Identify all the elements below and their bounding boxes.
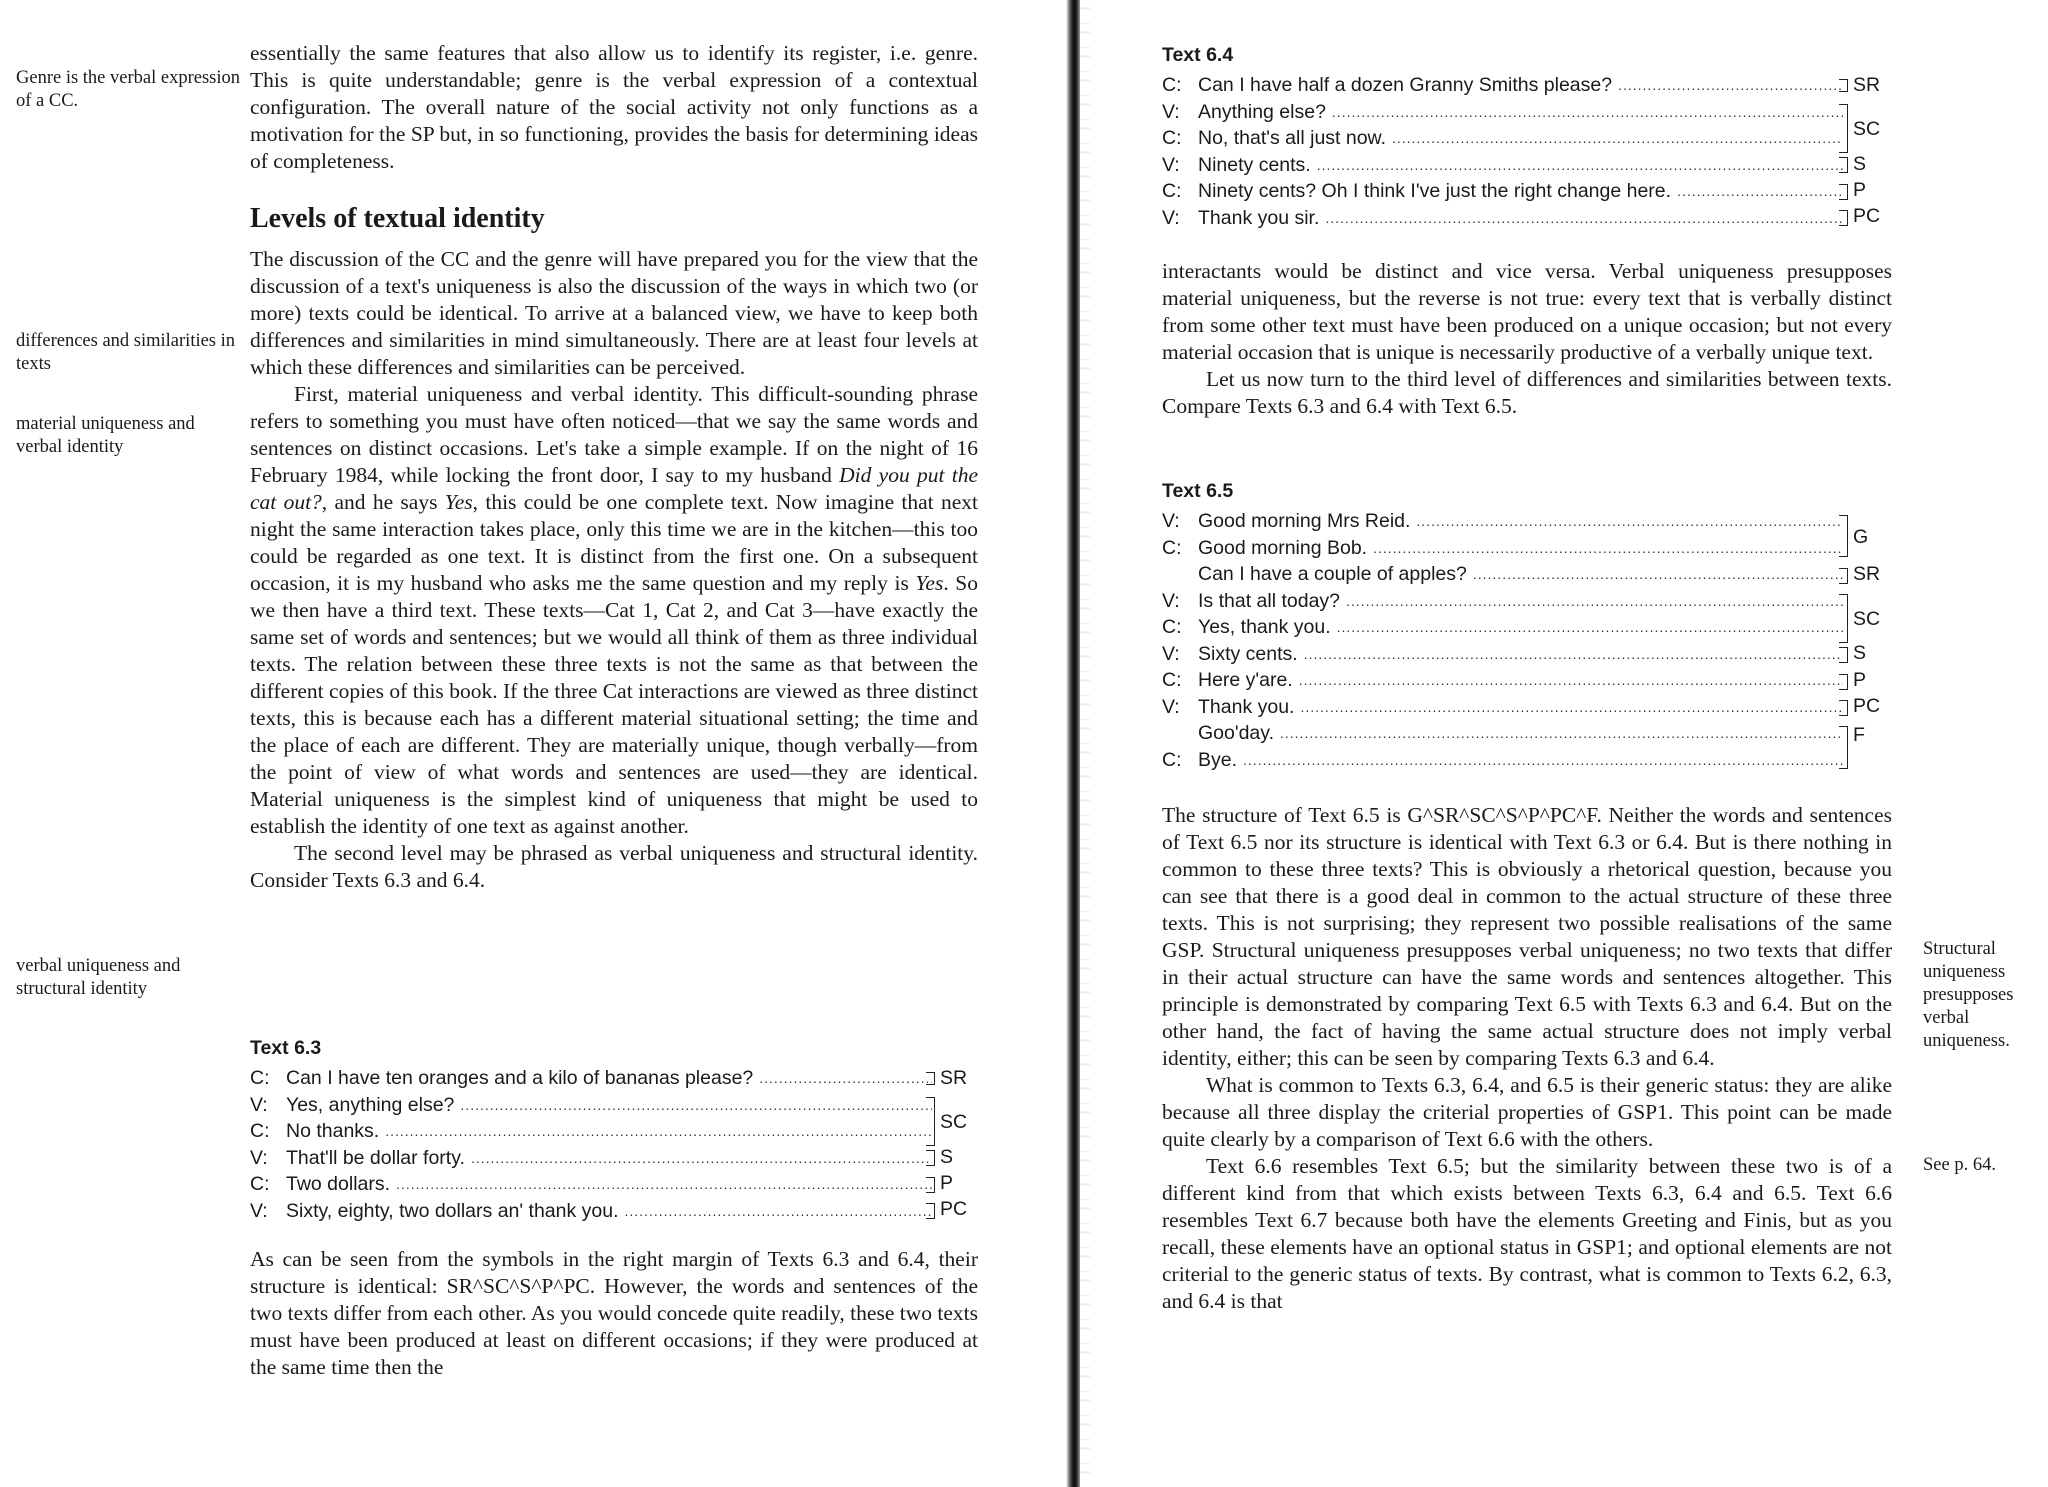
paragraph-second-level: The second level may be phrased as verbal uniqueness and structural identity. Consider Texts 6.3 and 6.4. xyxy=(250,841,978,892)
text-6-5 xyxy=(1162,478,1892,773)
speaker-label: C: xyxy=(1162,74,1182,96)
speaker-label xyxy=(1162,561,1198,588)
text-6-4-lines xyxy=(1162,72,1892,231)
element-label-p: P xyxy=(1853,669,1867,691)
utterance: Goo'day. xyxy=(1198,722,1274,744)
speaker-label: V: xyxy=(250,1199,268,1222)
dot-leader xyxy=(1299,667,1843,694)
dot-leader xyxy=(759,1065,932,1092)
dot-leader xyxy=(1346,588,1843,615)
speaker-label: V: xyxy=(250,1146,268,1169)
bracket-p xyxy=(1839,674,1848,690)
speaker-label: C: xyxy=(1162,748,1182,771)
bracket-pc xyxy=(1839,700,1848,716)
text-6-5-title: Text 6.5 xyxy=(1162,480,1234,502)
dialogue-line xyxy=(1162,720,1843,747)
dot-leader xyxy=(1677,178,1843,205)
dot-leader xyxy=(1392,125,1843,152)
bracket-s xyxy=(1839,647,1848,663)
utterance: Sixty cents. xyxy=(1198,642,1298,665)
dot-leader xyxy=(1304,641,1843,668)
utterance: Is that all today? xyxy=(1198,589,1341,612)
paragraph-first-part-d: . So we then have a third text. These texts—Cat 1, Cat 2, and Cat 3—have exactly the same set of words and sentences; but we would all think of them as three individual texts. The relation between these three texts is not the same as that between the different copies of this book. If the three Cat interactions are viewed as three distinct texts, this is because each has a different material situational setting; the time and the place of each are different. They are materially unique, though verbally—from the point of view of what words and sentences are used—they are identical. Material uniqueness is the simplest kind of uniqueness that might be used to establish the identity of one text as against another. xyxy=(250,571,978,838)
book-gutter xyxy=(1066,0,1080,1487)
bracket-sr xyxy=(1839,568,1848,584)
speaker-label: C: xyxy=(250,1120,270,1142)
section-heading: Levels of textual identity xyxy=(250,203,545,234)
speaker-label: V: xyxy=(1162,153,1180,176)
dialogue-line xyxy=(250,1092,932,1119)
speaker-label: V: xyxy=(1162,100,1180,123)
paragraph-levels: The discussion of the CC and the genre will have prepared you for the view that the discussion of a text's uniqueness is also the discussion of the ways in which two (or more) texts could be identical. To arrive at a balanced view, we have to keep both differences and similarities in mind simultaneously. There are at least four levels at which these differences and similarities can be perceived. xyxy=(250,247,978,379)
left-body-bottom xyxy=(250,1246,978,1381)
element-label-g: G xyxy=(1853,526,1869,548)
dot-leader xyxy=(1325,205,1843,232)
element-label-sr: SR xyxy=(1853,74,1881,96)
speaker-label: V: xyxy=(1162,510,1180,532)
dialogue-line xyxy=(1162,508,1843,535)
utterance: Here y'are. xyxy=(1198,669,1293,691)
dot-leader xyxy=(1280,720,1843,747)
bracket-f xyxy=(1839,726,1848,769)
utterance: Can I have half a dozen Granny Smiths please? xyxy=(1198,74,1613,96)
dot-leader xyxy=(460,1092,932,1119)
dialogue-line xyxy=(1162,667,1843,694)
speaker-label: C: xyxy=(1162,669,1182,691)
bracket-g xyxy=(1839,515,1848,557)
margin-note-differences: differences and similarities in texts xyxy=(16,331,236,374)
right-page xyxy=(1080,0,2048,1487)
bracket-sc xyxy=(926,1097,935,1146)
dialogue-line xyxy=(1162,641,1843,668)
utterance: Good morning Mrs Reid. xyxy=(1198,510,1411,532)
dialogue-line xyxy=(1162,561,1843,588)
element-label-p: P xyxy=(1853,179,1867,201)
dot-leader xyxy=(385,1118,932,1145)
element-label-s: S xyxy=(1853,153,1867,175)
speaker-label: C: xyxy=(1162,180,1182,202)
utterance: No, that's all just now. xyxy=(1198,127,1386,149)
paragraph-first-part-a: First, material uniqueness and verbal identity. This difficult-sounding phrase refers to something you must have often noticed—that we say the same words and sentences on distinct occasions. Let's take a simple example. If on the night of 16 February 1984, while locking the front door, I say to my husband xyxy=(250,382,978,487)
right-body-top xyxy=(1162,258,1892,420)
dialogue-line xyxy=(1162,125,1843,152)
right-body-bottom xyxy=(1162,802,1892,1315)
utterance: Can I have ten oranges and a kilo of bananas please? xyxy=(286,1067,754,1089)
element-label-sc: SC xyxy=(1853,118,1881,140)
dialogue-line xyxy=(1162,72,1843,99)
utterance: Can I have a couple of apples? xyxy=(1198,563,1467,585)
dot-leader xyxy=(1473,561,1843,588)
example-answer: Yes xyxy=(444,490,473,514)
margin-note-genre: Genre is the verbal expression of a CC. xyxy=(16,68,240,111)
text-6-4-title: Text 6.4 xyxy=(1162,44,1234,66)
element-label-sc: SC xyxy=(940,1111,968,1133)
utterance: No thanks. xyxy=(286,1120,380,1142)
example-question: Did you put the cat out? xyxy=(250,463,978,514)
text-6-3 xyxy=(250,1035,978,1224)
margin-note-structural-uniqueness: Structural uniqueness presupposes verbal uniqueness. xyxy=(1923,939,2014,1051)
dialogue-line xyxy=(1162,535,1843,562)
dialogue-line xyxy=(250,1171,932,1198)
text-6-3-lines xyxy=(250,1065,978,1224)
speaker-label: V: xyxy=(1162,589,1180,612)
element-label-s: S xyxy=(940,1146,954,1168)
margin-note-material-uniqueness: material uniqueness and verbal identity xyxy=(16,414,195,457)
dot-leader xyxy=(1373,535,1843,562)
utterance: Good morning Bob. xyxy=(1198,536,1368,559)
speaker-label: C: xyxy=(1162,127,1182,149)
dot-leader xyxy=(1300,694,1843,721)
paragraph-first-part-b: , and he says xyxy=(321,490,445,514)
bracket-pc xyxy=(926,1203,935,1219)
speaker-label: V: xyxy=(250,1093,268,1116)
speaker-label: C: xyxy=(1162,536,1182,559)
speaker-label: V: xyxy=(1162,206,1180,229)
utterance: Yes, anything else? xyxy=(286,1093,455,1116)
element-label-sc: SC xyxy=(1853,608,1881,630)
dot-leader xyxy=(471,1145,932,1172)
dialogue-line xyxy=(1162,694,1843,721)
margin-note-see-page: See p. 64. xyxy=(1923,1155,1996,1175)
utterance: Sixty, eighty, two dollars an' thank you. xyxy=(286,1199,619,1222)
dot-leader xyxy=(1332,99,1843,126)
utterance: Ninety cents. xyxy=(1198,153,1311,176)
dot-leader xyxy=(1416,508,1843,535)
element-label-pc: PC xyxy=(1853,695,1881,717)
bracket-sr xyxy=(1839,79,1848,92)
speaker-label: V: xyxy=(1162,695,1180,718)
element-label-f: F xyxy=(1853,724,1865,746)
dialogue-line xyxy=(250,1198,932,1225)
dialogue-line xyxy=(250,1065,932,1092)
dialogue-line xyxy=(1162,178,1843,205)
dialogue-line xyxy=(250,1118,932,1145)
left-body-levels xyxy=(250,202,978,894)
dot-leader xyxy=(396,1171,932,1198)
paragraph-generic-status: What is common to Texts 6.3, 6.4, and 6.5 is their generic status: they are alike because all three display the criterial properties of GSP1. This point can be made quite clearly by a comparison of Text 6.6 with the others. xyxy=(1162,1073,1892,1151)
text-6-5-lines xyxy=(1162,508,1892,773)
paragraph-text-6-6: Text 6.6 resembles Text 6.5; but the similarity between these two is of a different kind from that which exists between Texts 6.3, 6.4 and 6.5. Text 6.6 resembles Text 6.7 because both have the elements Greeting and Finis, but as you recall, these elements have an optional status in GSP1; and optional elements are not criterial to the generic status of texts. By contrast, what is common to Texts 6.2, 6.3, and 6.4 is that xyxy=(1162,1154,1892,1313)
utterance: Two dollars. xyxy=(286,1173,391,1195)
dialogue-line xyxy=(1162,205,1843,232)
paragraph-first-level xyxy=(250,381,978,840)
speaker-label: C: xyxy=(250,1173,270,1195)
speaker-label: V: xyxy=(1162,642,1180,665)
paragraph-verbal-uniqueness: interactants would be distinct and vice versa. Verbal uniqueness presupposes material uniqueness, but the reverse is not true: every text that is verbally distinct from some other text must have been produced on a unique occasion; but not every material occasion that is unique is necessarily productive of a verbally unique text. xyxy=(1162,259,1892,364)
dialogue-line xyxy=(1162,152,1843,179)
bracket-sc xyxy=(1839,594,1848,643)
text-6-3-title: Text 6.3 xyxy=(250,1037,322,1059)
dot-leader xyxy=(1317,152,1843,179)
bracket-s xyxy=(1839,157,1848,173)
margin-note-verbal-uniqueness: verbal uniqueness and structural identity xyxy=(16,956,181,999)
utterance: Yes, thank you. xyxy=(1198,616,1331,638)
element-label-sr: SR xyxy=(1853,563,1881,585)
element-label-p: P xyxy=(940,1172,954,1194)
utterance: Thank you. xyxy=(1198,695,1295,718)
utterance: Thank you sir. xyxy=(1198,206,1320,229)
dialogue-line xyxy=(1162,99,1843,126)
utterance: Anything else? xyxy=(1198,100,1326,123)
utterance: That'll be dollar forty. xyxy=(286,1146,465,1169)
speaker-label xyxy=(1162,720,1198,747)
dot-leader xyxy=(1243,747,1843,774)
paragraph-third-level: Let us now turn to the third level of differences and similarities between texts. Compare Texts 6.3 and 6.4 with Text 6.5. xyxy=(1162,367,1892,418)
element-label-s: S xyxy=(1853,642,1867,664)
dot-leader xyxy=(1337,614,1843,641)
paragraph-genre: essentially the same features that also allow us to identify its register, i.e. genre. This is quite understandable; genre is the verbal expression of a contextual configuration. The overall nature of the social activity not only functions as a motivation for the SP but, in so functioning, provides the basis for determining ideas of completeness. xyxy=(250,41,978,173)
paragraph-first-part-c: , this could be one complete text. Now imagine that next night the same interaction takes place, only this time we are in the kitchen—this too could be regarded as one text. It is distinct from the first one. On a subsequent occasion, it is my husband who asks me the same question and my reply is xyxy=(250,490,978,595)
text-6-4 xyxy=(1162,42,1892,231)
bracket-p xyxy=(926,1177,935,1193)
paragraph-structure-identical: As can be seen from the symbols in the right margin of Texts 6.3 and 6.4, their structure is identical: SR^SC^S^P^PC. However, the words and sentences of the two texts differ from each other. As you would concede quite readily, these two texts must have been produced at least on different occasions; if they were produced at the same time then the xyxy=(250,1247,978,1379)
bracket-sr xyxy=(926,1072,935,1085)
dialogue-line xyxy=(1162,588,1843,615)
dot-leader xyxy=(1618,72,1843,99)
left-body-top xyxy=(250,40,978,175)
bracket-pc xyxy=(1839,210,1848,226)
bracket-p xyxy=(1839,184,1848,200)
utterance: Ninety cents? Oh I think I've just the right change here. xyxy=(1198,180,1672,202)
dialogue-line xyxy=(1162,614,1843,641)
dialogue-line xyxy=(1162,747,1843,774)
element-label-pc: PC xyxy=(940,1198,968,1220)
example-reply: Yes xyxy=(915,571,944,595)
bracket-s xyxy=(926,1150,935,1166)
dialogue-line xyxy=(250,1145,932,1172)
dot-leader xyxy=(625,1198,933,1225)
utterance: Bye. xyxy=(1198,748,1238,771)
bracket-sc xyxy=(1839,104,1848,153)
paragraph-text-6-5-structure: The structure of Text 6.5 is G^SR^SC^S^P^PC^F. Neither the words and sentences of Text 6.5 nor its structure is identical with Text 6.3 or 6.4. But is there nothing in common to these three texts? This is obviously a rhetorical question, because you can see that there is a good deal in common to the actual structure of these three texts. This is not surprising; they represent two possible realisations of the same GSP. Structural uniqueness presupposes verbal uniqueness; no two texts that differ in their actual structure can have the same words and sentences altogether. This principle is demonstrated by comparing Text 6.5 with Texts 6.3 and 6.4. But on the other hand, the fact of having the same actual structure does not imply verbal identity, either; this can be seen by comparing Texts 6.3 and 6.4. xyxy=(1162,803,1892,1070)
element-label-pc: PC xyxy=(1853,205,1881,227)
speaker-label: C: xyxy=(250,1067,270,1089)
speaker-label: C: xyxy=(1162,616,1182,638)
element-label-sr: SR xyxy=(940,1067,968,1089)
